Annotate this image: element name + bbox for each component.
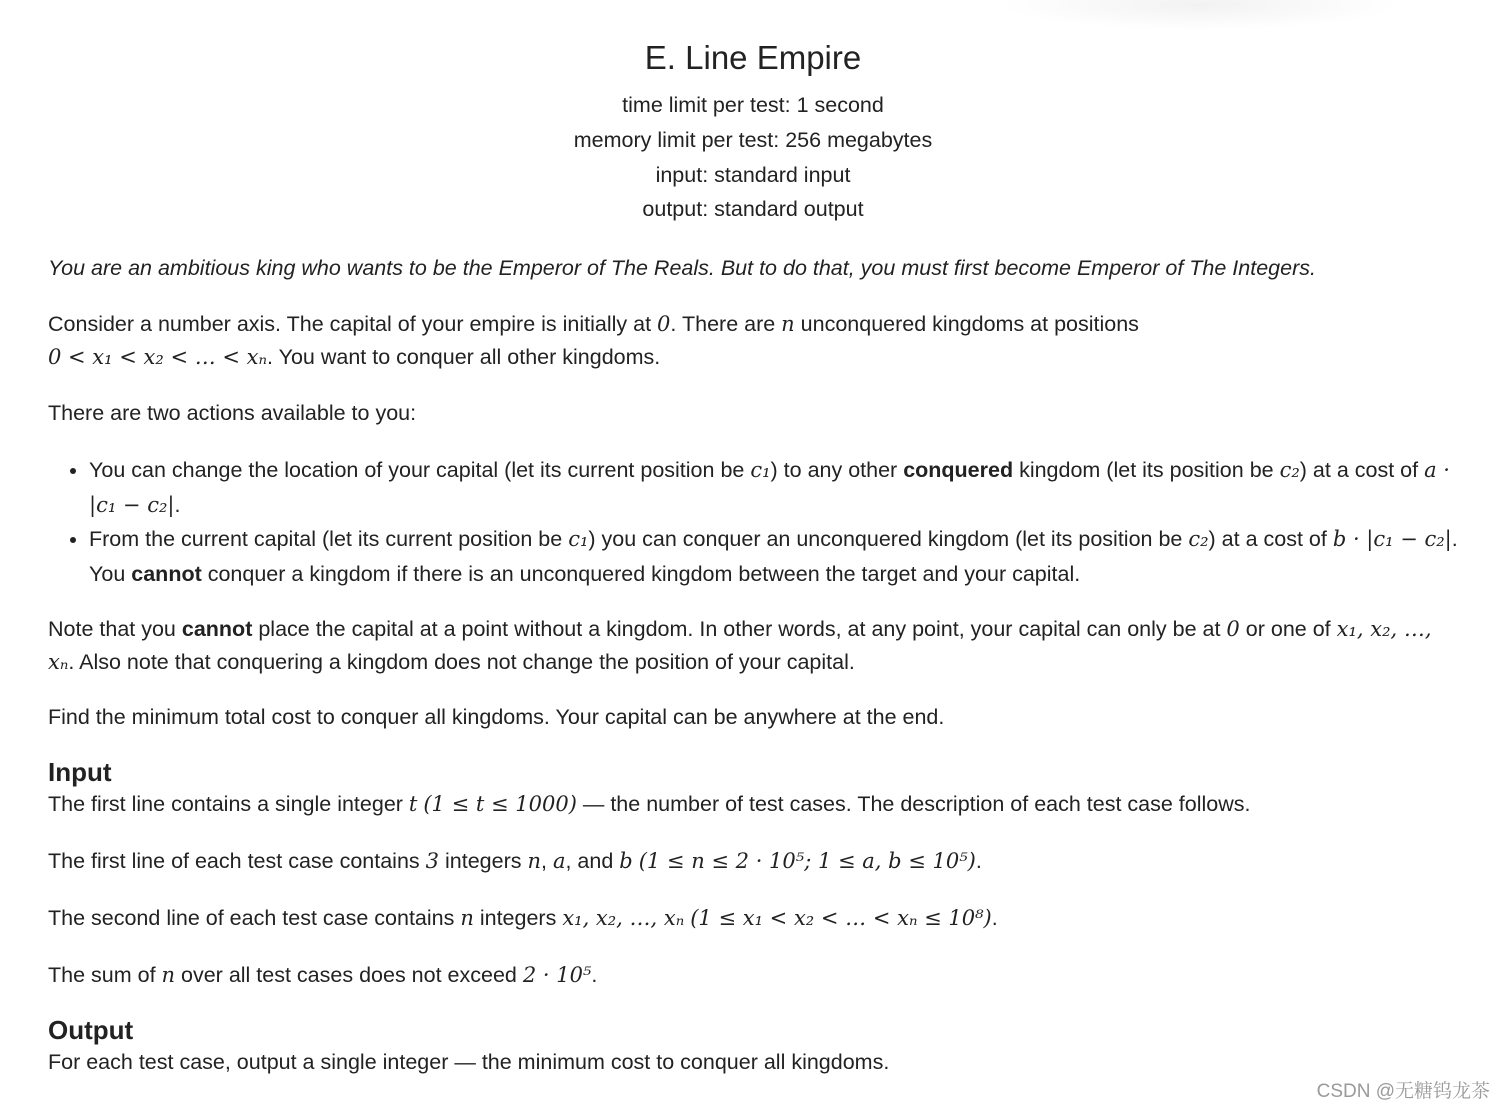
math-expression: b · |c₁ − c₂| (1332, 527, 1452, 551)
text-segment: You are an ambitious king who wants to be the Emperor of The Reals. But to do that, you must first become Emperor of The Integers. (48, 256, 1316, 280)
find-paragraph (48, 701, 1458, 734)
text-segment: ) you can conquer an unconquered kingdom (let its position be (588, 527, 1189, 551)
problem-statement (48, 252, 1458, 1079)
text-segment: over all test cases does not exceed (175, 963, 523, 987)
text-segment: ) at a cost of (1208, 527, 1333, 551)
math-expression: n (527, 849, 541, 873)
note-paragraph (48, 613, 1458, 679)
memory-limit: memory limit per test: 256 megabytes (573, 127, 933, 152)
output-heading: Output (48, 1015, 134, 1045)
input-line-4 (48, 959, 1458, 992)
text-segment: conquer a kingdom if there is an unconquered kingdom between the target and your capital. (201, 561, 1081, 586)
text-segment: The sum of (48, 963, 162, 987)
text-segment: . (174, 492, 181, 517)
text-segment: . (591, 963, 598, 987)
text-segment: ) to any other (770, 458, 904, 482)
math-expression: a · |c₁ − c₂| (89, 458, 1450, 517)
text-segment: , and (565, 849, 620, 873)
math-expression: c₂ (1188, 527, 1209, 551)
text-segment: ) at a cost of (1299, 458, 1425, 482)
actions-paragraph (48, 397, 1458, 430)
legend-paragraph (48, 252, 1458, 285)
input-line-3 (48, 902, 1458, 935)
math-expression: a (552, 849, 566, 873)
math-expression: (1 ≤ x₁ < x₂ < … < xₙ ≤ 10⁸) (690, 906, 992, 930)
text-segment: Consider a number axis. The capital of your empire is initially at (48, 312, 658, 336)
bold-text: conquered (903, 458, 1014, 482)
bold-text: cannot (131, 561, 202, 586)
input-file: input: standard input (655, 162, 851, 187)
math-expression: c₁ (750, 458, 771, 482)
text-segment: The first line of each test case contains (48, 849, 426, 873)
text-segment: The second line of each test case contains (48, 906, 461, 930)
math-expression: 0 < x₁ < x₂ < … < xₙ (48, 345, 268, 369)
output-file: output: standard output (642, 197, 864, 222)
math-expression: x₁, x₂, …, xₙ (562, 906, 685, 930)
problem-title: E. Line Empire (644, 39, 862, 76)
time-limit: time limit per test: 1 second (622, 93, 884, 117)
actions-list (48, 453, 1458, 591)
math-expression: n (460, 906, 474, 930)
text-segment: place the capital at a point without a kingdom. In other words, at any point, your capital can only be at (252, 617, 1227, 641)
text-segment: . You (89, 527, 1458, 586)
math-expression: 3 (425, 849, 440, 873)
text-segment: unconquered kingdoms at positions (794, 312, 1139, 336)
top-shadow (1000, 0, 1400, 30)
math-expression: n (781, 312, 795, 336)
text-segment: . Also note that conquering a kingdom does not change the position of your capital. (68, 650, 855, 674)
text-segment: . (991, 906, 998, 930)
math-expression: c₂ (1279, 458, 1300, 482)
math-expression: (1 ≤ t ≤ 1000) (423, 792, 577, 816)
math-expression: c₁ (568, 527, 589, 551)
math-expression: (1 ≤ n ≤ 2 · 10⁵; 1 ≤ a, b ≤ 10⁵) (638, 849, 976, 873)
math-expression: 0 (657, 312, 671, 336)
text-segment: From the current capital (let its current position be (89, 527, 569, 551)
text-segment: kingdom (let its position be (1013, 458, 1280, 482)
math-expression: 0 (1226, 617, 1240, 641)
text-segment: , (540, 849, 553, 873)
text-segment: For each test case, output a single integer — the minimum cost to conquer all kingdoms. (48, 1050, 890, 1074)
action-move-capital (89, 453, 1458, 522)
text-segment: — the number of test cases. The description of each test case follows. (576, 792, 1251, 816)
problem-header (0, 36, 1506, 227)
bold-text: cannot (181, 617, 253, 641)
text-segment: . There are (670, 312, 782, 336)
text-segment: The first line contains a single integer (48, 792, 409, 816)
input-line-1 (48, 788, 1458, 821)
text-segment: integers (473, 906, 563, 930)
input-line-2 (48, 845, 1458, 878)
action-conquer (89, 522, 1458, 591)
math-expression: t (408, 792, 418, 816)
text-segment: You can change the location of your capital (let its current position be (89, 458, 751, 482)
watermark: CSDN @无糖钨龙茶 (1316, 1081, 1490, 1102)
consider-paragraph (48, 308, 1458, 374)
text-segment: Find the minimum total cost to conquer all kingdoms. Your capital can be anywhere at the end. (48, 705, 945, 729)
math-expression: b (619, 849, 633, 873)
text-segment: . You want to conquer all other kingdoms. (267, 345, 661, 369)
text-segment: There are two actions available to you: (48, 401, 417, 425)
text-segment: . (975, 849, 982, 873)
math-expression: 2 · 10⁵ (522, 963, 592, 987)
output-line-1 (48, 1046, 1458, 1079)
input-heading: Input (48, 757, 112, 787)
math-expression: n (161, 963, 176, 987)
math-expression: x₁, x₂, …, xₙ (48, 617, 1432, 674)
text-segment: integers (439, 849, 528, 873)
text-segment: or one of (1239, 617, 1337, 641)
text-segment: Note that you (48, 617, 182, 641)
